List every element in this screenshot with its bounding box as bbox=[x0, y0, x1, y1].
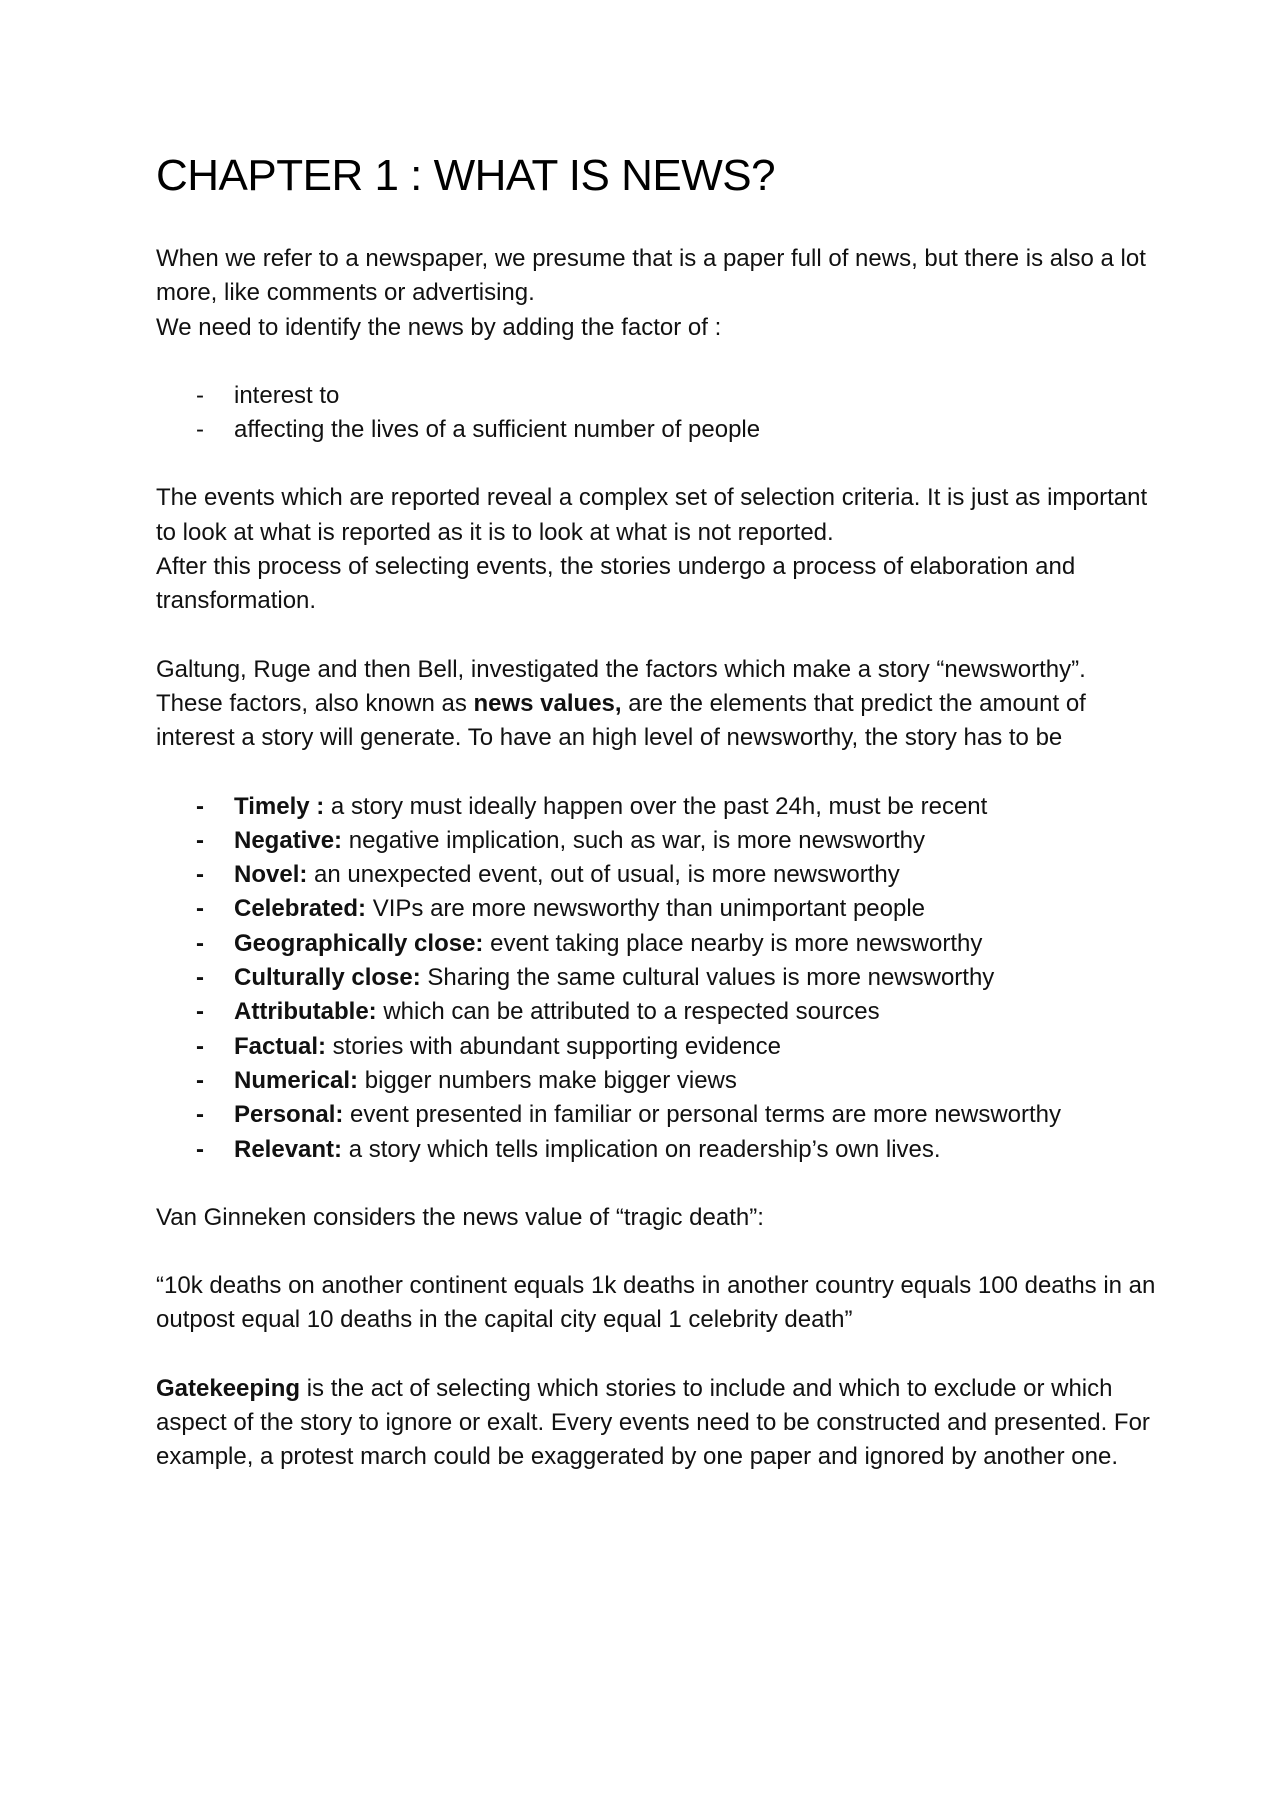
list-item bbox=[156, 1133, 1156, 1167]
dash-bullet: - bbox=[196, 1066, 204, 1094]
elaboration-paragraph: After this process of selecting events, the stories undergo a process of elaboration and transformation. bbox=[156, 553, 1076, 615]
list-item bbox=[156, 961, 1156, 995]
news-values-term: news values, bbox=[473, 689, 622, 717]
news-value-desc: Sharing the same cultural values is more newsworthy bbox=[420, 964, 995, 992]
document-page bbox=[156, 150, 1156, 1475]
dash-bullet: - bbox=[196, 1135, 204, 1163]
list-item-text: interest to bbox=[234, 381, 340, 409]
selection-paragraph: The events which are reported reveal a complex set of selection criteria. It is just as important to look at what is reported as it is to look at what is not reported. bbox=[156, 484, 1148, 546]
news-value-desc: event taking place nearby is more newsworthy bbox=[483, 929, 983, 957]
galtung-text-before: Galtung, Ruge and then Bell, investigated the factors which make a story “newsworthy”. These factors, also known as bbox=[156, 655, 1086, 717]
dash-bullet: - bbox=[196, 895, 204, 923]
list-item bbox=[156, 1064, 1156, 1098]
news-value-desc: bigger numbers make bigger views bbox=[358, 1066, 737, 1094]
list-item bbox=[156, 927, 1156, 961]
news-value-term: Attributable: bbox=[234, 998, 377, 1026]
news-value-term: Numerical: bbox=[234, 1066, 359, 1094]
dash-bullet: - bbox=[196, 964, 204, 992]
factor-list bbox=[156, 379, 1156, 448]
page-title: CHAPTER 1 : WHAT IS NEWS? bbox=[156, 151, 776, 200]
dash-bullet: - bbox=[196, 1101, 204, 1129]
list-item bbox=[156, 824, 1156, 858]
news-value-desc: which can be attributed to a respected sources bbox=[376, 998, 880, 1026]
list-item bbox=[156, 379, 1156, 413]
van-ginneken-intro: Van Ginneken considers the news value of “tragic death”: bbox=[156, 1203, 764, 1231]
news-value-term: Timely : bbox=[234, 792, 325, 820]
news-value-term: Negative: bbox=[234, 826, 343, 854]
news-value-desc: an unexpected event, out of usual, is more newsworthy bbox=[307, 861, 900, 889]
galtung-paragraph bbox=[156, 653, 1156, 756]
dash-bullet: - bbox=[196, 792, 204, 820]
gatekeeping-term: Gatekeeping bbox=[156, 1374, 301, 1402]
news-value-term: Personal: bbox=[234, 1101, 344, 1129]
tragic-death-quote: “10k deaths on another continent equals 1k deaths in another country equals 100 deaths in an outpost equal 10 deaths in the capital city equal 1 celebrity death” bbox=[156, 1272, 1156, 1334]
list-item bbox=[156, 1030, 1156, 1064]
news-values-list bbox=[156, 790, 1156, 1167]
news-value-term: Culturally close: bbox=[234, 964, 421, 992]
dash-bullet: - bbox=[196, 998, 204, 1026]
news-value-term: Factual: bbox=[234, 1032, 327, 1060]
intro-paragraph: When we refer to a newspaper, we presume that is a paper full of news, but there is also a lot more, like comments or advertising. bbox=[156, 245, 1146, 307]
news-value-desc: a story which tells implication on readership’s own lives. bbox=[342, 1135, 941, 1163]
news-value-desc: event presented in familiar or personal terms are more newsworthy bbox=[343, 1101, 1062, 1129]
news-value-desc: negative implication, such as war, is more newsworthy bbox=[342, 826, 925, 854]
dash-bullet: - bbox=[196, 929, 204, 957]
dash-bullet: - bbox=[196, 1032, 204, 1060]
list-item-text: affecting the lives of a sufficient number of people bbox=[234, 416, 761, 444]
list-item bbox=[156, 995, 1156, 1029]
list-item bbox=[156, 858, 1156, 892]
galtung-text-after: are the elements that predict the amount of interest a story will generate. To have an high level of newsworthy, the story has to be bbox=[156, 689, 1086, 752]
dash-bullet: - bbox=[196, 381, 204, 409]
news-value-desc: VIPs are more newsworthy than unimportant people bbox=[366, 895, 926, 923]
news-value-desc: a story must ideally happen over the past 24h, must be recent bbox=[324, 792, 988, 820]
dash-bullet: - bbox=[196, 416, 204, 444]
news-value-term: Geographically close: bbox=[234, 929, 484, 957]
dash-bullet: - bbox=[196, 861, 204, 889]
intro-paragraph-factor: We need to identify the news by adding the factor of : bbox=[156, 313, 722, 341]
list-item bbox=[156, 413, 1156, 447]
gatekeeping-paragraph bbox=[156, 1372, 1156, 1475]
news-value-term: Novel: bbox=[234, 861, 308, 889]
list-item bbox=[156, 790, 1156, 824]
list-item bbox=[156, 892, 1156, 926]
news-value-desc: stories with abundant supporting evidence bbox=[326, 1032, 781, 1060]
list-item bbox=[156, 1098, 1156, 1132]
news-value-term: Celebrated: bbox=[234, 895, 367, 923]
news-value-term: Relevant: bbox=[234, 1135, 343, 1163]
dash-bullet: - bbox=[196, 826, 204, 854]
gatekeeping-text: is the act of selecting which stories to include and which to exclude or which aspect of the story to ignore or exalt. Every events need to be constructed and presented. For example, a protest march could be exaggerated by one paper and ignored by another one. bbox=[156, 1374, 1150, 1471]
